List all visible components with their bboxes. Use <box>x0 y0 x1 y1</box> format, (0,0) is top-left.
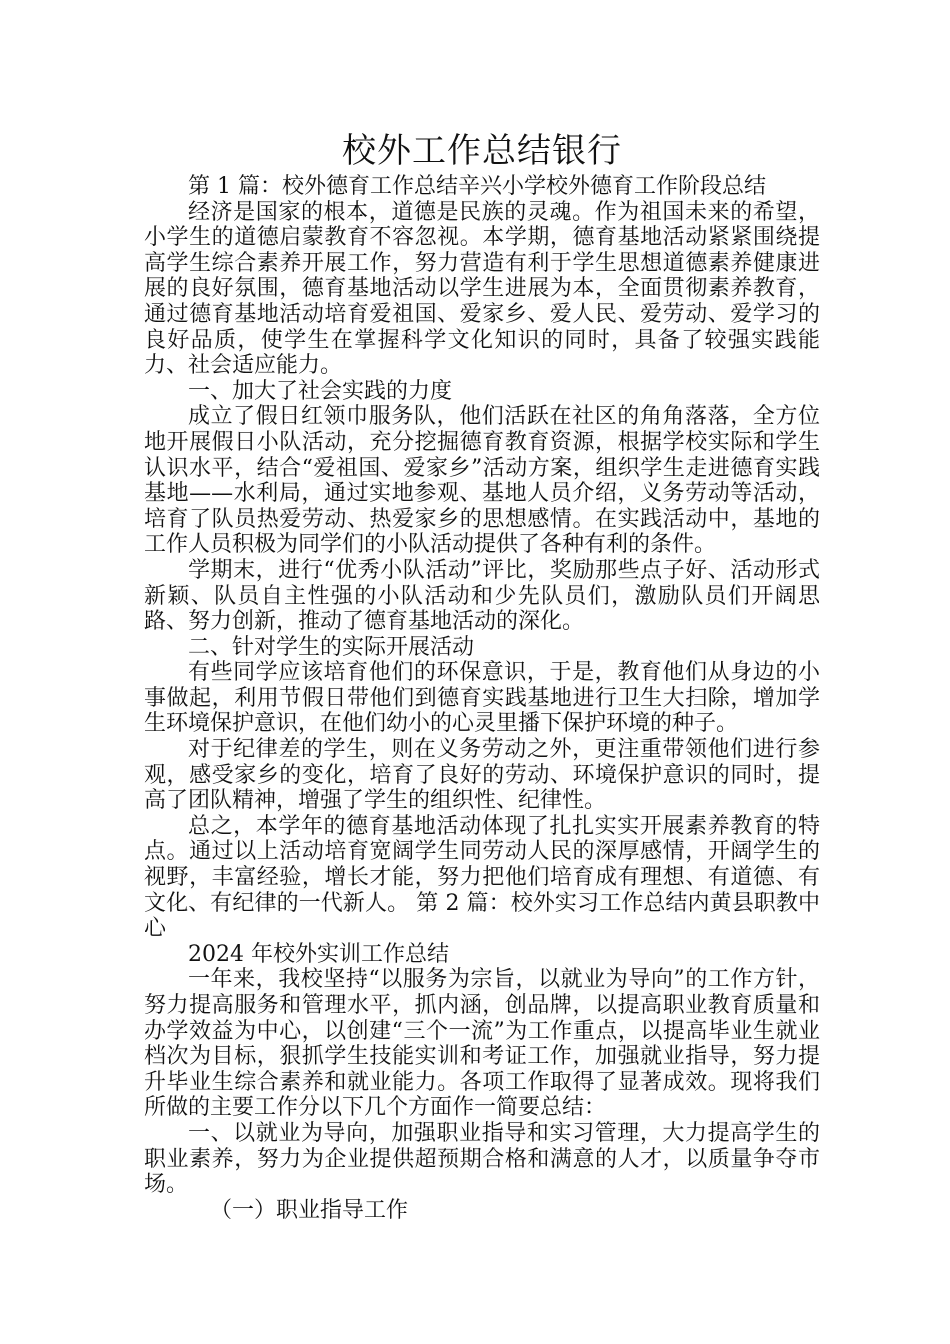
paragraph: 一、以就业为导向，加强职业指导和实习管理，大力提高学生的职业素养，努力为企业提供超预期合格和满意的人才，以质量争夺市场。 <box>144 1120 820 1198</box>
paragraph: 对于纪律差的学生，则在义务劳动之外，更注重带领他们进行参观，感受家乡的变化，培育了良好的劳动、环境保护意识的同时，提高了团队精神，增强了学生的组织性、纪律性。 <box>144 737 820 814</box>
paragraph: 成立了假日红领巾服务队，他们活跃在社区的角角落落，全方位地开展假日小队活动，充分挖掘德育教育资源，根据学校实际和学生认识水平，结合“爱祖国、爱家乡”活动方案，组织学生走进德育实践基地——水利局，通过实地参观、基地人员介绍，义务劳动等活动，培育了队员热爱劳动、热爱家乡的思想感情。在实践活动中，基地的工作人员积极为同学们的小队活动提供了各种有利的条件。 <box>144 404 820 558</box>
section-heading: 二、针对学生的实际开展活动 <box>188 634 475 660</box>
subsection-heading: （一）职业指导工作 <box>210 1197 409 1223</box>
document-page <box>144 128 820 1223</box>
paragraph: 一年来，我校坚持“以服务为宗旨，以就业为导向”的工作方针，努力提高服务和管理水平，抓内涵，创品牌，以提高职业教育质量和办学效益为中心，以创建“三个一流”为工作重点，以提高毕业生就业档次为目标，狠抓学生技能实训和考证工作，加强就业指导，努力提升毕业生综合素养和就业能力。各项工作取得了显著成效。现将我们所做的主要工作分以下几个方面作一简要总结： <box>144 967 820 1121</box>
paragraph: 有些同学应该培育他们的环保意识，于是，教育他们从身边的小事做起，利用节假日带他们到德育实践基地进行卫生大扫除，增加学生环境保护意识，在他们幼小的心灵里播下保护环境的种子。 <box>144 660 820 737</box>
section-heading: 一、加大了社会实践的力度 <box>188 378 453 404</box>
document-title: 校外工作总结银行 <box>342 131 622 171</box>
paragraph: 总之，本学年的德育基地活动体现了扎扎实实开展素养教育的特点。通过以上活动培育宽阔学生同劳动人民的深厚感情，开阔学生的视野，丰富经验，增长才能，努力把他们培育成有理想、有道德、有文化、有纪律的一代新人。 第 2 篇：校外实习工作总结内黄县职教中心 <box>144 813 820 942</box>
paragraph: 经济是国家的根本，道德是民族的灵魂。作为祖国未来的希望，小学生的道德启蒙教育不容忽视。本学期，德育基地活动紧紧围绕提高学生综合素养开展工作，努力营造有利于学生思想道德素养健康进展的良好氛围，德育基地活动以学生进展为本，全面贯彻素养教育，通过德育基地活动培育爱祖国、爱家乡、爱人民、爱劳动、爱学习的良好品质，使学生在掌握科学文化知识的同时，具备了较强实践能力、社会适应能力。 <box>144 199 820 379</box>
paragraph: 学期末，进行“优秀小队活动”评比，奖励那些点子好、活动形式新颖、队员自主性强的小队活动和少先队员们，激励队员们开阔思路、努力创新，推动了德育基地活动的深化。 <box>144 557 820 635</box>
section-heading: 2024 年校外实训工作总结 <box>188 941 449 967</box>
document-subtitle: 第 1 篇：校外德育工作总结辛兴小学校外德育工作阶段总结 <box>188 174 766 199</box>
